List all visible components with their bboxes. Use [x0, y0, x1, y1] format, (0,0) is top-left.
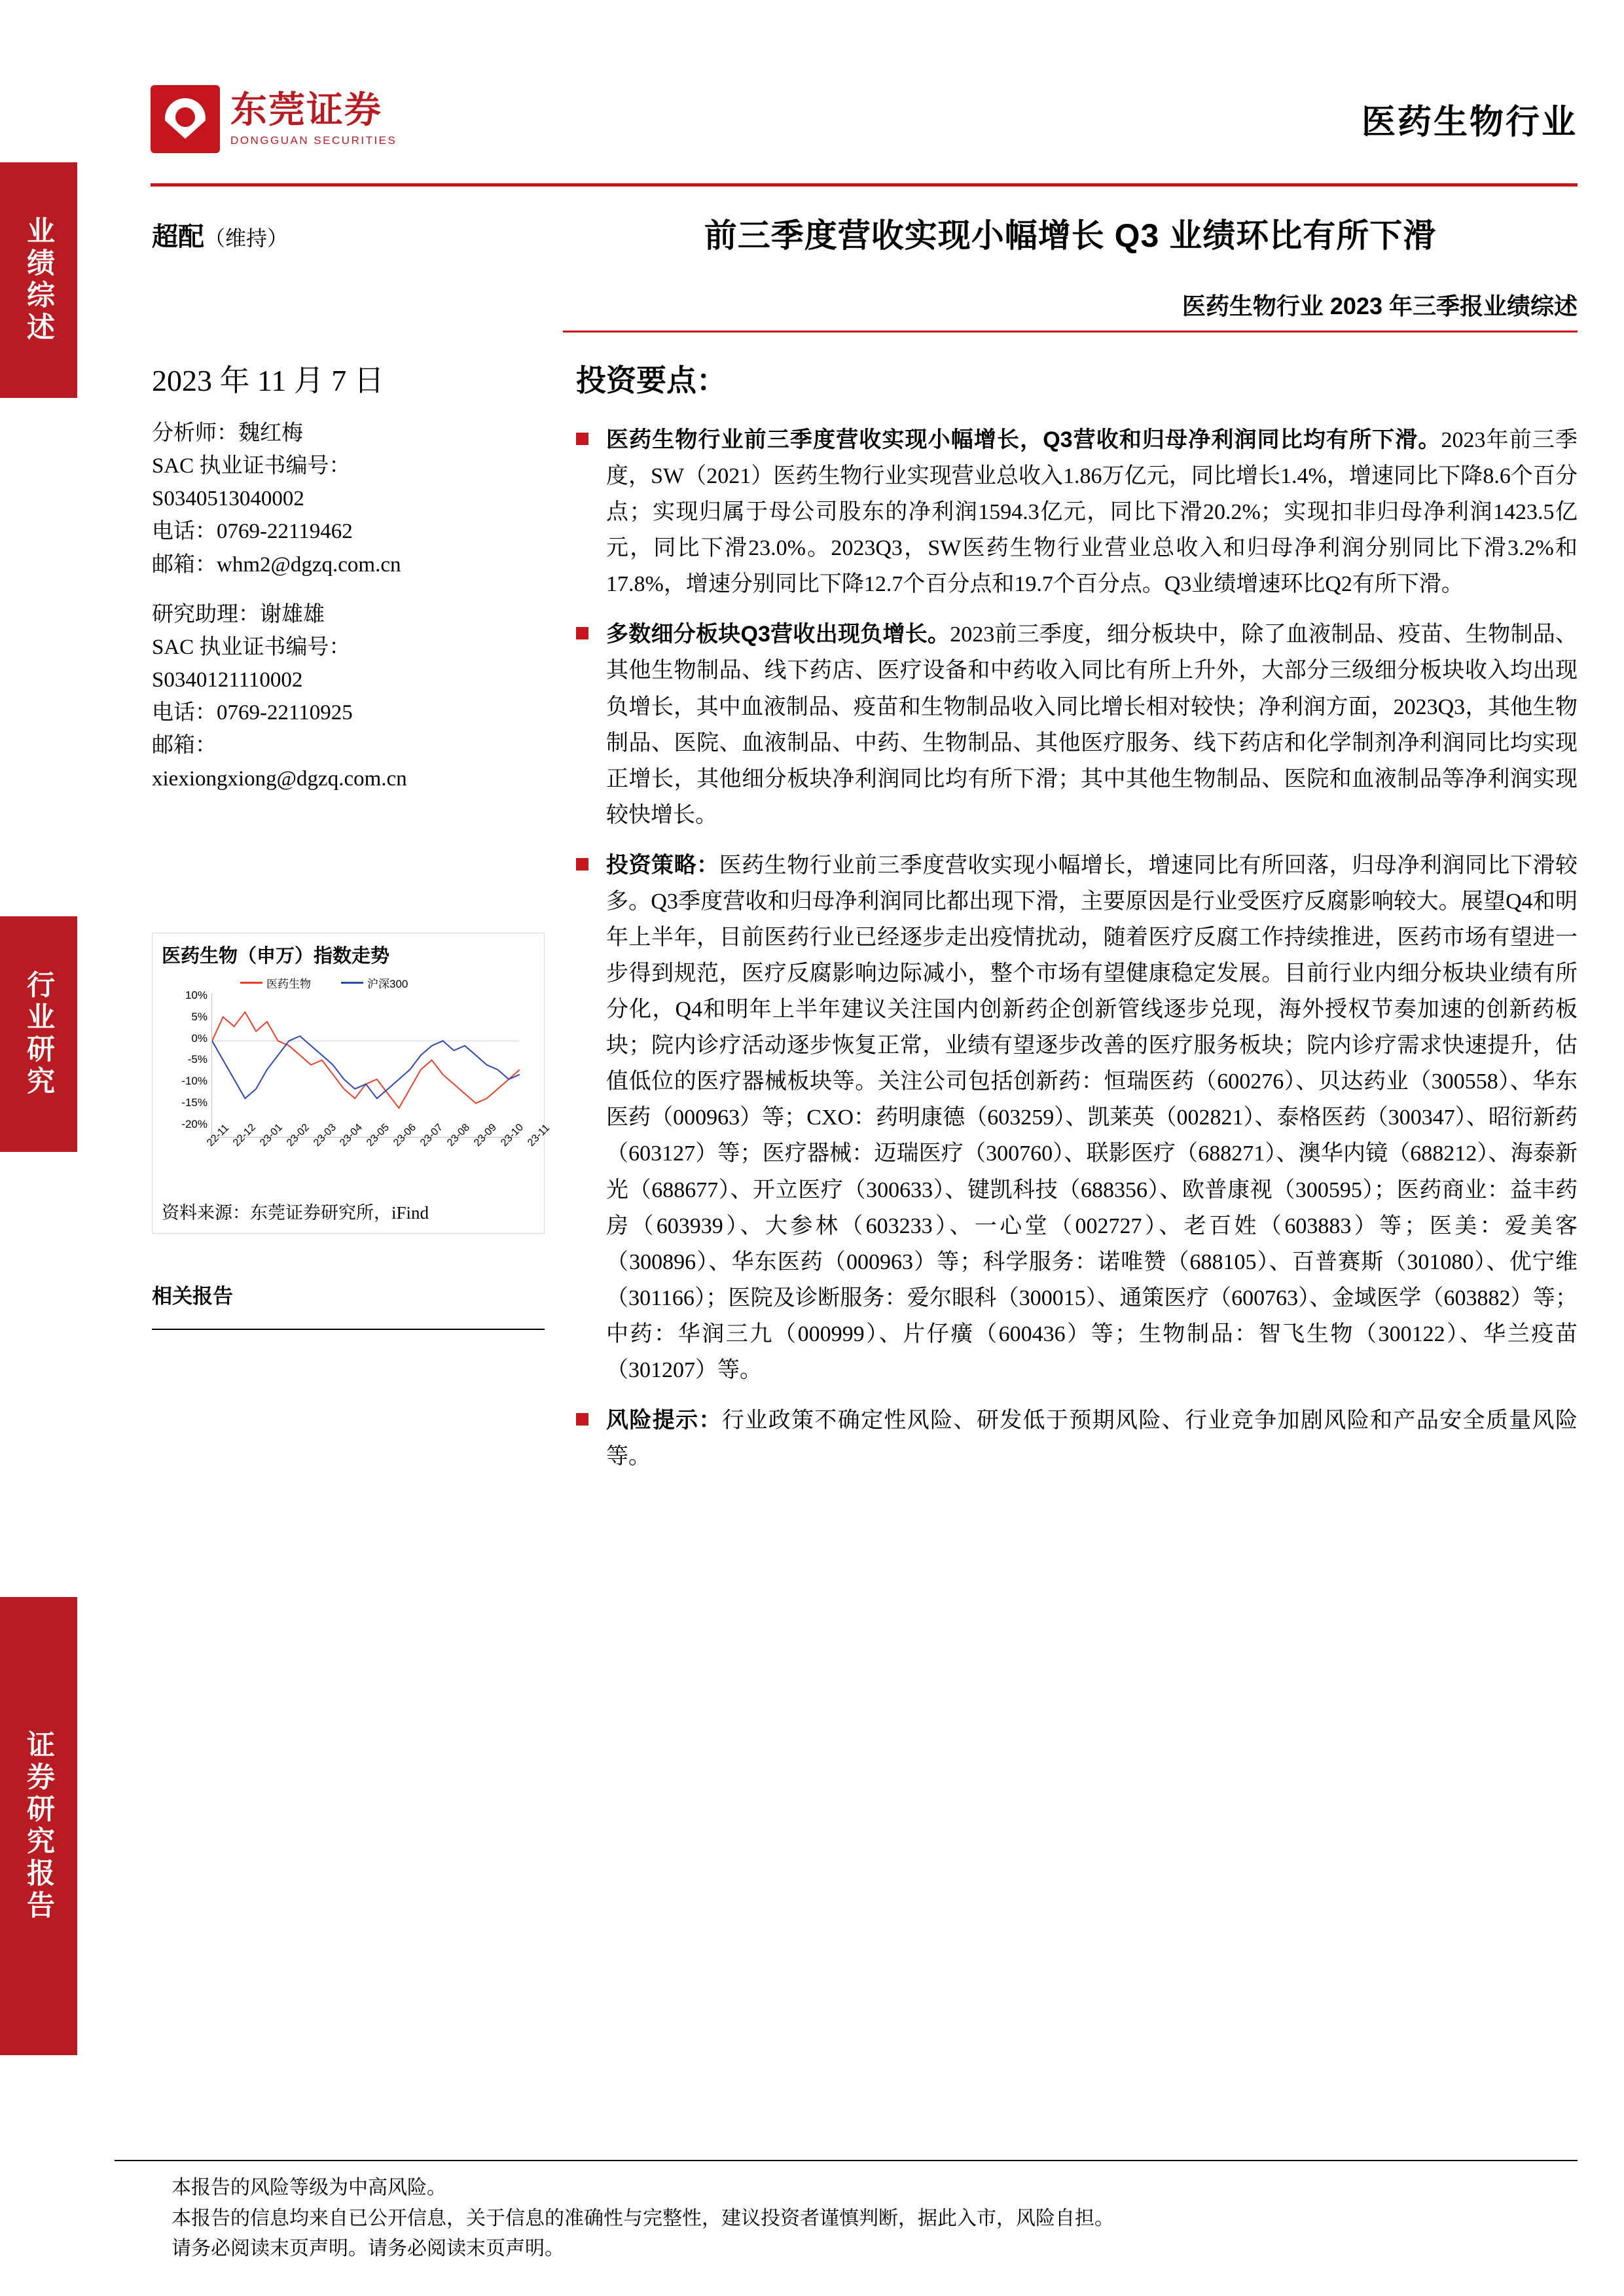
- y-tick-3: -5%: [187, 1053, 208, 1066]
- sidebar-block-securities-report: 证券研究报告: [0, 1597, 77, 2055]
- logo-company-name-cn: 东莞证券: [230, 88, 382, 130]
- investment-points: [576, 357, 1578, 1489]
- bullet-body-0: 2023年前三季度，SW（2021）医药生物行业实现营业总收入1.86万亿元，同比增长1.4%，增速同比下降8.6个百分点；实现归属于母公司股东的净利润1594.3亿元，同比下滑20.2%；实现扣非归母净利润1423.5亿元，同比下滑23.0%。2023Q3，SW医药生物行业营业总收入和归母净利润分别同比下滑3.2%和17.8%，增速分别同比下降12.7个百分点和19.7个百分点。Q3业绩增速环比Q2有所下滑。: [606, 428, 1578, 597]
- list-item: [576, 848, 1578, 1388]
- y-tick-2: 0%: [191, 1031, 208, 1045]
- assistant-email: xiexiongxiong@dgzq.com.cn: [152, 766, 407, 791]
- chart-title: 医药生物（申万）指数走势: [162, 946, 390, 967]
- legend-swatch-1: [341, 982, 363, 984]
- company-logo: [151, 85, 397, 153]
- y-tick-5: -15%: [181, 1096, 208, 1109]
- bullet-body-1: 2023前三季度，细分板块中，除了血液制品、疫苗、生物制品、其他生物制品、线下药店、医疗设备和中药收入同比有所上升外，大部分三级细分板块收入均出现负增长，其中血液制品、疫苗和生物制品收入同比增长相对较快；净利润方面，2023Q3，其他生物制品、医院、血液制品、中药、生物制品、其他医疗服务、线下药店和化学制剂净利润同比均实现正增长，其他细分板块净利润同比均有所下滑；其中其他生物制品、医院和血液制品等净利润实现较快增长。: [606, 622, 1578, 827]
- analyst-info: [152, 417, 518, 795]
- rating-value: 超配: [152, 223, 204, 251]
- bullet-text-0: [606, 422, 1578, 602]
- subtitle-divider: [563, 331, 1578, 332]
- industry-title: 医药生物行业: [1361, 103, 1578, 141]
- sidebar-block-industry-research: 行业研究: [0, 916, 77, 1152]
- bullet-square-icon: [576, 433, 598, 602]
- chart-svg: [212, 993, 520, 1137]
- list-item: [576, 1403, 1578, 1475]
- chart-source: 资料来源：东莞证券研究所，iFind: [162, 1203, 429, 1223]
- chart-x-axis: [205, 1122, 552, 1153]
- y-tick-6: -20%: [181, 1117, 208, 1130]
- related-reports-heading: 相关报告: [152, 1285, 233, 1308]
- x-tick-5: 23-04: [338, 1122, 365, 1149]
- bullet-body-3: 行业政策不确定性风险、研发低于预期风险、行业竞争加剧风险和产品安全质量风险等。: [606, 1408, 1578, 1469]
- assistant-sac-label: SAC 执业证书编号：: [152, 635, 351, 659]
- footer-line-2: 本报告的信息均来自已公开信息，关于信息的准确性与完整性，建议投资者谨慎判断，据此入市，风险自担。: [171, 2207, 1114, 2229]
- header-divider: [151, 183, 1578, 187]
- assistant-sac-number: S0340121110002: [152, 668, 303, 692]
- bullet-lead-2: 投资策略：: [606, 852, 719, 878]
- assistant-email-label: 邮箱：: [152, 734, 217, 758]
- bullet-text-2: [606, 848, 1578, 1388]
- bullet-text-1: [606, 617, 1578, 833]
- chart-legend: [240, 975, 408, 991]
- left-sidebar: [0, 0, 77, 2296]
- x-tick-1: 22-12: [230, 1122, 258, 1149]
- page-title: 前三季度营收实现小幅增长 Q3 业绩环比有所下滑: [704, 217, 1437, 254]
- legend-swatch-0: [240, 982, 262, 984]
- bullet-lead-1: 多数细分板块Q3营收出现负增长。: [606, 622, 950, 647]
- bullet-body-2: 医药生物行业前三季度营收实现小幅增长，增速同比有所回落，归母净利润同比下滑较多。Q3季度营收和归母净利润同比都出现下滑，主要原因是行业受医疗反腐影响较大。展望Q4和明年上半年，目前医药行业已经逐步走出疫情扰动，随着医疗反腐工作持续推进，医药市场有望进一步得到规范，医疗反腐影响边际减小，整个市场有望健康稳定发展。目前行业内细分板块业绩有所分化，Q4和明年上半年建议关注国内创新药企创新管线逐步兑现，海外授权节奏加速的创新药板块；院内诊疗活动逐步恢复正常，业绩有望逐步改善的医疗服务板块；院内诊疗需求快速提升，估值低位的医疗器械板块等。关注公司包括创新药：恒瑞医药（600276）、贝达药业（300558）、华东医药（000963）等；CXO：药明康德（603259）、凯莱英（002821）、泰格医药（300347）、昭衍新药（603127）等；医疗器械：迈瑞医疗（300760）、联影医疗（688271）、澳华内镜（688212）、海泰新光（688677）、开立医疗（300633）、键凯科技（688356）、欧普康视（300595）；医药商业：益丰药房（603939）、大参林（603233）、一心堂（002727）、老百姓（603883）等；医美：爱美客（300896）、华东医药（000963）等；科学服务：诺唯赞（688105）、百普赛斯（301080）、优宁维（301166）；医院及诊断服务：爱尔眼科（300015）、通策医疗（600763）、金域医学（603882）等；中药：华润三九（000999）、片仔癀（600436）等；生物制品：智飞生物（300122）、华兰疫苗（301207）等。: [606, 853, 1578, 1382]
- legend-label-0: 医药生物: [266, 978, 311, 990]
- footer-line-1: 本报告的风险等级为中高风险。: [171, 2177, 446, 2198]
- footer-divider: [115, 2160, 1578, 2161]
- dongguan-securities-logo-icon: [151, 85, 220, 153]
- bullet-lead-0: 医药生物行业前三季度营收实现小幅增长，Q3营收和归母净利润同比均有所下滑。: [606, 427, 1441, 452]
- x-tick-8: 23-07: [418, 1122, 446, 1149]
- analyst-sac-number: S0340513040002: [152, 487, 304, 511]
- publish-date: 2023 年 11 月 7 日: [152, 364, 384, 397]
- x-tick-10: 23-09: [472, 1122, 499, 1149]
- y-tick-4: -10%: [181, 1075, 208, 1088]
- logo-company-name-en: DONGGUAN SECURITIES: [230, 134, 397, 147]
- list-item: [576, 422, 1578, 602]
- rating-label: [152, 216, 288, 253]
- y-tick-1: 5%: [191, 1010, 208, 1023]
- bullet-square-icon: [576, 1413, 598, 1475]
- x-tick-9: 23-08: [445, 1122, 473, 1149]
- analyst-name: 分析师：魏红梅: [152, 422, 303, 445]
- bullet-square-icon: [576, 627, 598, 833]
- list-item: [576, 617, 1578, 833]
- bullet-lead-3: 风险提示：: [606, 1408, 722, 1433]
- x-tick-7: 23-06: [391, 1122, 419, 1149]
- footer-line-3: 请务必阅读末页声明。请务必阅读末页声明。: [171, 2238, 564, 2259]
- assistant-phone: 电话：0769-22110925: [152, 701, 353, 725]
- y-tick-0: 10%: [185, 989, 208, 1001]
- chart-plot-area: [162, 973, 552, 1170]
- bullet-text-3: [606, 1403, 1578, 1475]
- investment-points-heading: 投资要点：: [576, 363, 727, 397]
- left-meta-column: [152, 357, 518, 795]
- rating-status: （维持）: [204, 226, 289, 250]
- x-tick-12: 23-11: [525, 1122, 552, 1149]
- index-trend-chart: [152, 933, 552, 1234]
- x-tick-6: 23-05: [365, 1122, 392, 1149]
- chart-lines: [211, 993, 520, 1138]
- footer-disclaimer: [171, 2173, 1579, 2265]
- analyst-email: 邮箱：whm2@dgzq.com.cn: [152, 552, 401, 577]
- x-tick-3: 23-02: [284, 1122, 312, 1149]
- analyst-sac-label: SAC 执业证书编号：: [152, 454, 351, 478]
- bullet-square-icon: [576, 858, 598, 1388]
- analyst-phone: 电话：0769-22119462: [152, 520, 353, 544]
- x-tick-11: 23-10: [498, 1122, 526, 1149]
- legend-label-1: 沪深300: [367, 978, 408, 990]
- x-tick-2: 23-01: [257, 1122, 285, 1149]
- sidebar-block-performance: 业绩综述: [0, 162, 77, 398]
- related-reports-divider: [152, 1329, 545, 1330]
- x-tick-4: 23-03: [311, 1122, 338, 1149]
- legend-item-0: [240, 975, 311, 991]
- x-tick-0: 22-11: [205, 1122, 232, 1149]
- chart-y-axis: [162, 989, 208, 1139]
- legend-item-1: [341, 975, 408, 991]
- assistant-name: 研究助理：谢雄雄: [152, 602, 325, 626]
- report-header: [151, 85, 1578, 164]
- page-subtitle: 医药生物行业 2023 年三季报业绩综述: [1182, 293, 1578, 319]
